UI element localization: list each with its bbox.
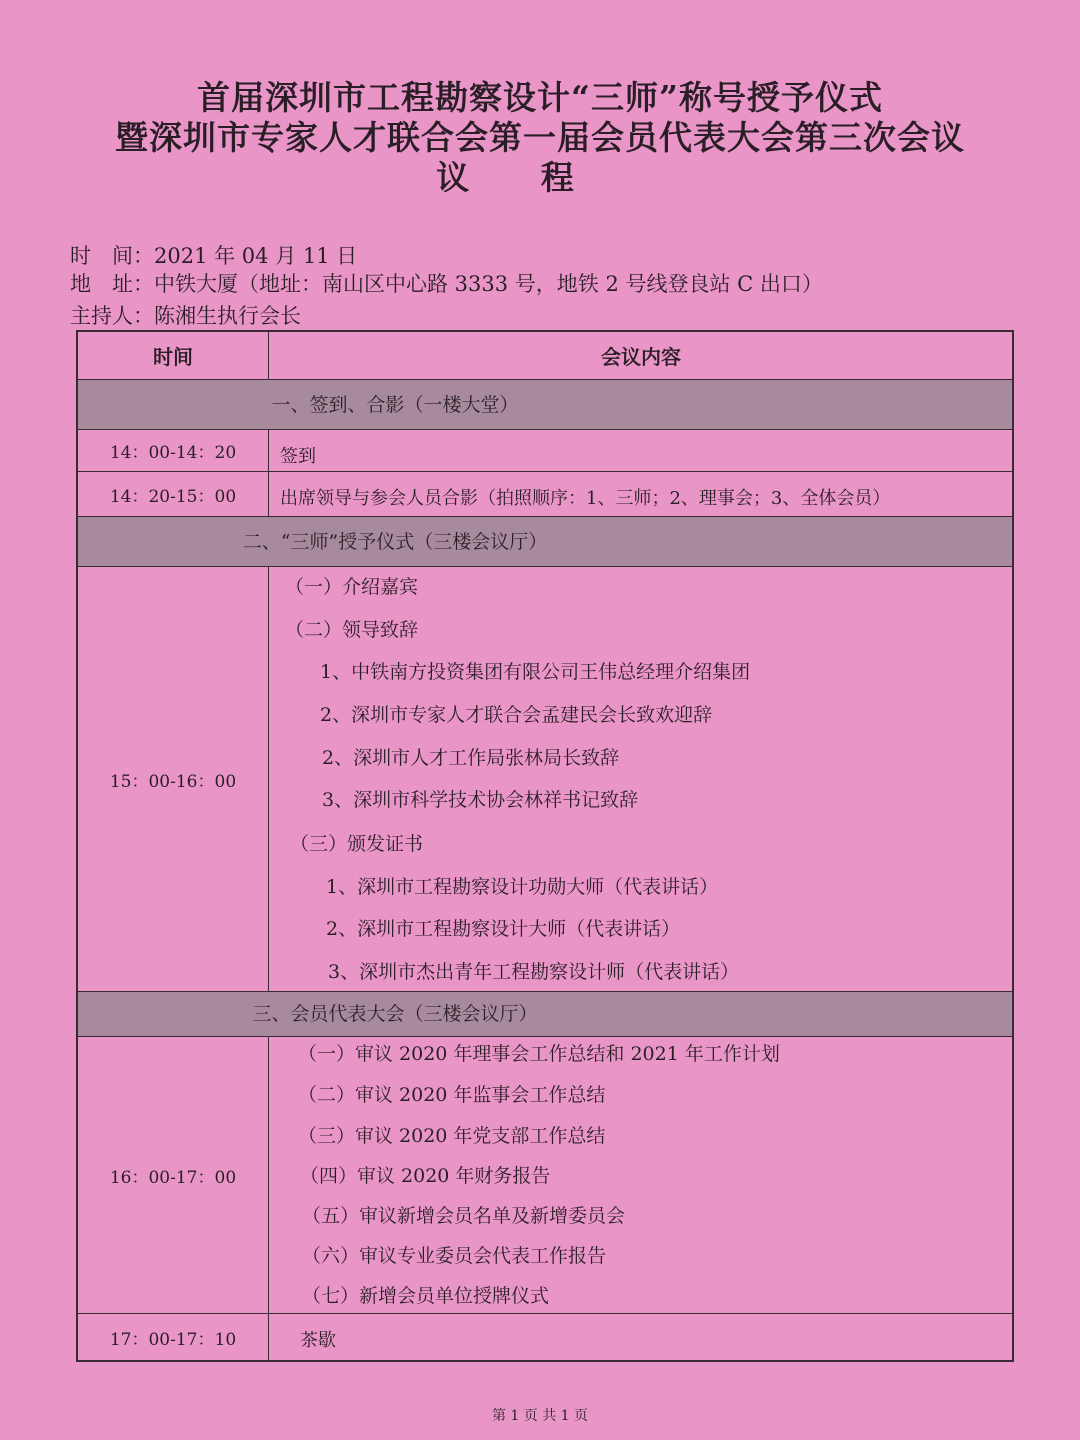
row-time: 15：00-16：00	[78, 567, 269, 991]
meeting-address: 地 址：中铁大厦（地址：南山区中心路 3333 号，地铁 2 号线登良站 C 出口）	[70, 272, 823, 296]
agenda-item: （一）介绍嘉宾	[285, 576, 419, 598]
table-row	[78, 430, 1012, 472]
table-row	[78, 567, 1012, 992]
section-title: 二、“三师”授予仪式（三楼会议厅）	[242, 531, 548, 553]
section-header	[78, 517, 1012, 567]
row-content	[270, 567, 1012, 991]
row-content: 出席领导与参会人员合影（拍照顺序：1、三师；2、理事会；3、全体会员）	[280, 488, 891, 509]
agenda-item: （二）领导致辞	[285, 619, 419, 641]
table-header	[78, 332, 1012, 380]
meeting-time: 时 间：2021 年 04 月 11 日	[70, 244, 358, 268]
agenda-item: （二）审议 2020 年监事会工作总结	[298, 1084, 606, 1106]
agenda-item: （五）审议新增会员名单及新增委员会	[302, 1205, 626, 1227]
agenda-table	[76, 330, 1014, 1362]
document-title-line2: 暨深圳市专家人才联合会第一届会员代表大会第三次会议	[115, 118, 965, 157]
row-content	[270, 1037, 1012, 1313]
table-row	[78, 1314, 1012, 1360]
header-content: 会议内容	[601, 345, 681, 369]
agenda-item: 2、深圳市工程勘察设计大师（代表讲话）	[326, 918, 681, 940]
meeting-host: 主持人：陈湘生执行会长	[70, 304, 301, 328]
agenda-item: 1、中铁南方投资集团有限公司王伟总经理介绍集团	[320, 661, 751, 683]
row-time: 14：00-14：20	[78, 430, 269, 471]
agenda-item: 3、深圳市科学技术协会林祥书记致辞	[322, 789, 639, 811]
agenda-item: 2、深圳市专家人才联合会孟建民会长致欢迎辞	[320, 704, 713, 726]
agenda-item: （四）审议 2020 年财务报告	[300, 1165, 551, 1187]
row-time: 17：00-17：10	[78, 1314, 269, 1360]
header-time: 时间	[78, 332, 269, 379]
row-time: 16：00-17：00	[78, 1037, 269, 1313]
row-time: 14：20-15：00	[78, 472, 269, 516]
row-content: 签到	[280, 446, 316, 467]
section-title: 三、会员代表大会（三楼会议厅）	[252, 1003, 538, 1025]
agenda-item: （三）审议 2020 年党支部工作总结	[298, 1125, 606, 1147]
document-title-line1: 首届深圳市工程勘察设计“三师”称号授予仪式	[197, 78, 883, 117]
section-header	[78, 380, 1012, 430]
section-title: 一、签到、合影（一楼大堂）	[271, 394, 519, 416]
agenda-item: 1、深圳市工程勘察设计功勋大师（代表讲话）	[326, 876, 719, 898]
table-row	[78, 472, 1012, 517]
section-header	[78, 992, 1012, 1037]
agenda-item: 3、深圳市杰出青年工程勘察设计师（代表讲话）	[328, 961, 740, 983]
row-content: 茶歇	[300, 1330, 336, 1351]
table-row	[78, 1037, 1012, 1314]
agenda-item: 2、深圳市人才工作局张林局长致辞	[322, 747, 620, 769]
agenda-item: （六）审议专业委员会代表工作报告	[302, 1245, 607, 1267]
agenda-item: （七）新增会员单位授牌仪式	[302, 1285, 550, 1307]
page-number: 第 1 页 共 1 页	[491, 1408, 589, 1424]
agenda-item: （三）颁发证书	[290, 833, 424, 855]
document-title-agenda: 议 程	[436, 158, 604, 197]
agenda-item: （一）审议 2020 年理事会工作总结和 2021 年工作计划	[298, 1043, 780, 1065]
